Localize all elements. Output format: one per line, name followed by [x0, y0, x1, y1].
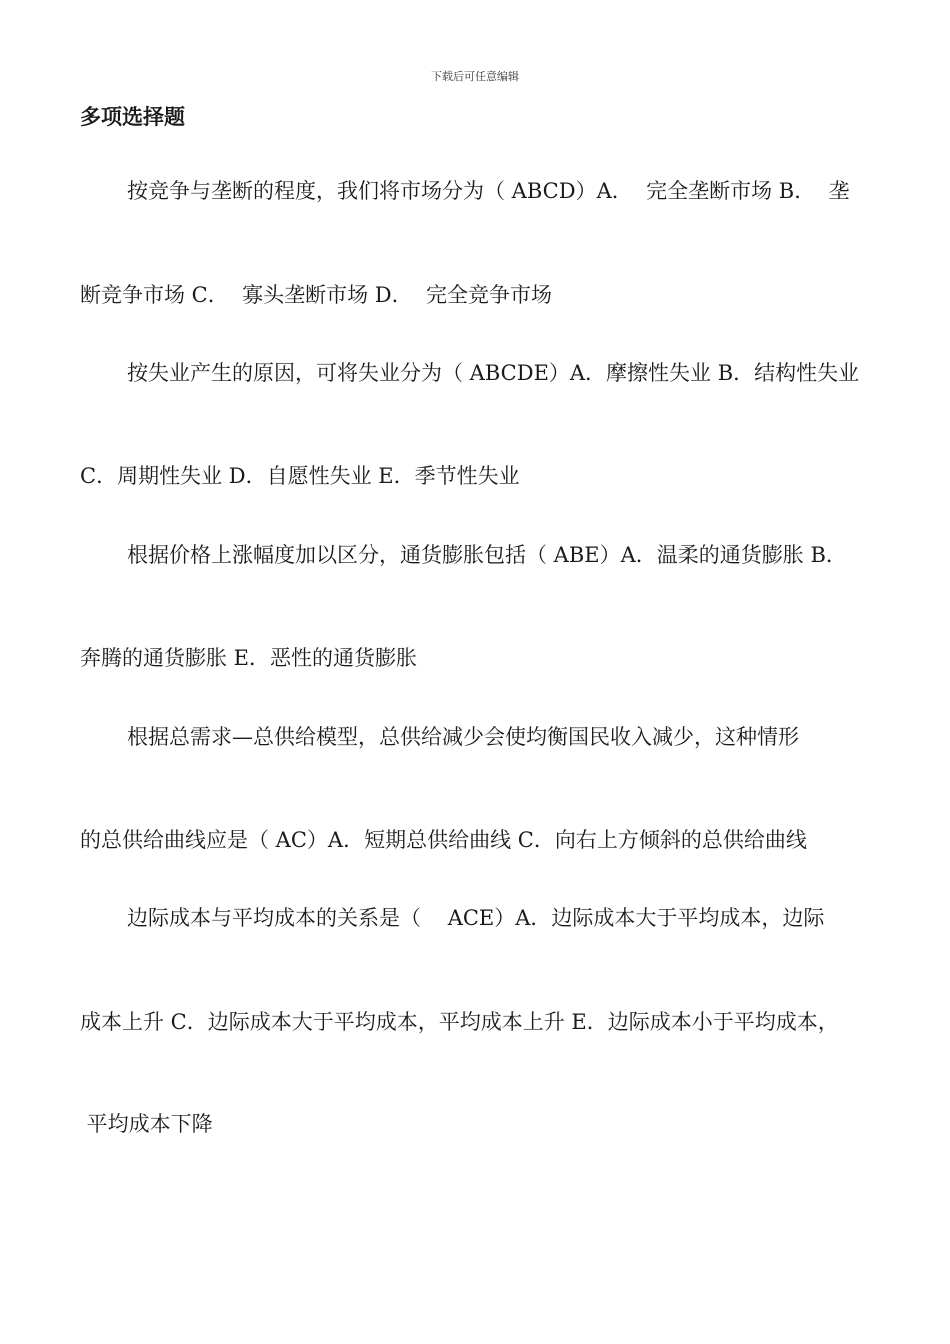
question-4-line-1: 根据总需求—总供给模型，总供给减少会使均衡国民收入减少，这种情形: [127, 725, 799, 749]
question-5-line-3: 平均成本下降: [80, 1112, 213, 1136]
page-header: 下载后可任意编辑: [431, 70, 519, 83]
section-title: 多项选择题: [80, 105, 185, 129]
question-2-line-1: 按失业产生的原因，可将失业分为（ ABCDE）A．摩擦性失业 B．结构性失业: [127, 361, 860, 385]
question-1-line-1: 按竞争与垄断的程度，我们将市场分为（ ABCD）A． 完全垄断市场 B． 垄: [127, 179, 850, 203]
question-5-line-2: 成本上升 C．边际成本大于平均成本，平均成本上升 E．边际成本小于平均成本，: [80, 1010, 839, 1034]
question-4-line-2: 的总供给曲线应是（ AC）A．短期总供给曲线 C．向右上方倾斜的总供给曲线: [80, 828, 807, 852]
question-3-line-1: 根据价格上涨幅度加以区分，通货膨胀包括（ ABE）A．温柔的通货膨胀 B．: [127, 543, 847, 567]
question-5-line-1: 边际成本与平均成本的关系是（ ACE）A．边际成本大于平均成本，边际: [127, 906, 825, 930]
question-3-line-2: 奔腾的通货膨胀 E．恶性的通货膨胀: [80, 646, 418, 670]
question-2-line-2: C．周期性失业 D．自愿性失业 E．季节性失业: [80, 464, 520, 488]
question-1-line-2: 断竞争市场 C． 寡头垄断市场 D． 完全竞争市场: [80, 283, 552, 307]
